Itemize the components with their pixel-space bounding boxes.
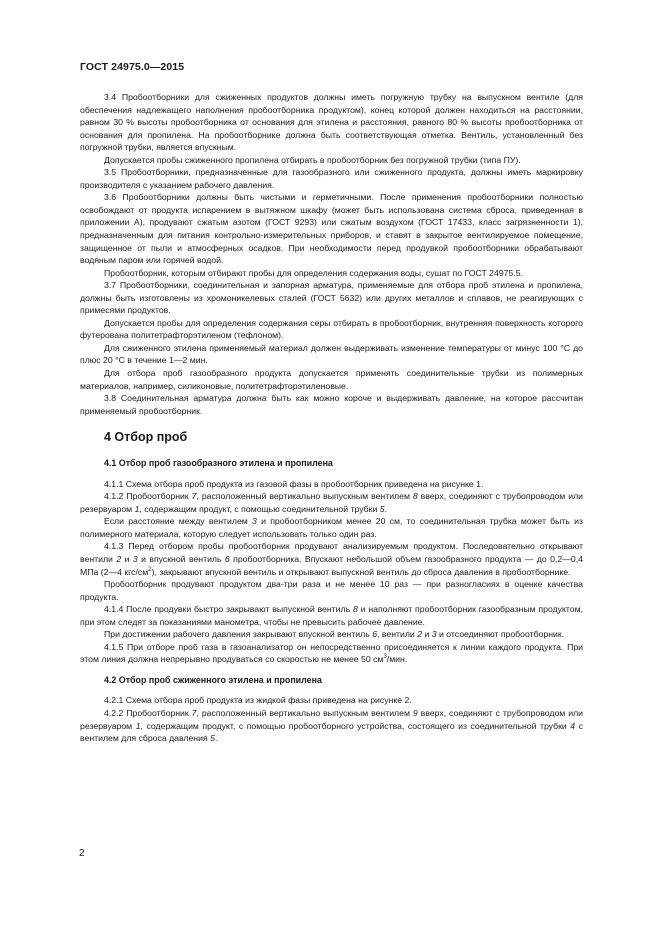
paragraph-4-1-4: 4.1.4 После продувки быстро закрывают выпускной вентиль 8 и наполняют пробоотборник газообразным продуктом, при этом следят за показаниями манометра, чтобы не превысить рабочее давление.	[80, 604, 583, 627]
paragraph-3-7-note3: Для отбора проб газообразного продукта допускается применять соединительные трубки из полимерных материалов, например, силиконовые, политетрафторэтиленовые.	[80, 368, 583, 391]
paragraph-4-1-3-note: Пробоотборник продувают продуктом два-три раза и не менее 10 раз — при разногласиях в оценке качества продукта.	[80, 579, 583, 602]
subsection-4-1-title: 4.1 Отбор проб газообразного этилена и пропилена	[104, 458, 333, 469]
page-number: 2	[79, 848, 85, 859]
paragraph-4-1-4-note: При достижении рабочего давления закрывают впускной вентиль 6, вентили 2 и 3 и отсоединяют пробоотборник.	[104, 629, 565, 640]
paragraph-3-7: 3.7 Пробоотборники, соединительная и запорная арматура, применяемые для отбора проб этилена и пропилена, должны быть изготовлены из хромоникелевых сталей (ГОСТ 5632) или других металлов и сплавов, не реагирующих с примесями продуктов.	[80, 280, 583, 316]
paragraph-4-1-5: 4.1.5 При отборе проб газа в газоанализатор он непосредственно присоединяется к линии каждого продукта. При этом линия должна непрерывно продуваться со скоростью не менее 50 $см^3$/мин.	[80, 641, 583, 665]
paragraph-4-1-2-note: Если расстояние между вентилем 3 и пробоотборником менее 20 см, то соединительная трубка может быть из полимерного материала, которую следует использовать только один раз.	[80, 516, 583, 539]
page-content	[80, 91, 583, 745]
subsection-4-2-title: 4.2 Отбор проб сжиженного этилена и пропилена	[104, 674, 322, 685]
paragraph-3-8: 3.8 Соединительная арматура должна быть как можно короче и выдерживать давление, на которое рассчитан применяемый пробоотборник.	[80, 393, 583, 416]
paragraph-3-6: 3.6 Пробоотборники должны быть чистыми и герметичными. После применения пробоотборники полностью освобождают от продукта испарением в вытяжном шкафу (может быть использована система сброса, приведенная в приложении А), продувают сжатым азотом (ГОСТ 9293) или сжатым воздухом (ГОСТ 17433, класс загрязненности 1), предназначенным для питания контрольно-измерительных приборов, и ставят в закрытое вентилируемое помещение, защищенное от пыли и атмосферных осадков. При необходимости перед продувкой пробоотборники обрабатывают водяным паром или горячей водой.	[80, 192, 583, 266]
paragraph-4-1-1: 4.1.1 Схема отбора проб продукта из газовой фазы в пробоотборник приведена на рисунке 1.	[104, 478, 484, 489]
paragraph-4-1-3: 4.1.3 Перед отбором пробы пробоотборник продувают анализируемым продуктом. Последовательно открывают вентили 2 и 3 и впускной вентиль 6 пробоотборника. Впускают небольшой объем газообразного продукта — до 0,2—0,4 МПа (2—4 кгс/$см^2$), закрывают впускной вентиль и открывают выпускной вентиль до сброса давления в пробоотборнике.	[80, 541, 583, 577]
paragraph-4-2-2: 4.2.2 Пробоотборник 7, расположенный вертикально выпускным вентилем 9 вверх, соединяют с трубопроводом или резервуаром 1, содержащим продукт, с помощью пробоотборного устройства, состоящего из соединительной трубки 4 с вентилем для сброса давления 5.	[80, 707, 583, 744]
paragraph-3-4-note: Допускается пробы сжиженного пропилена отбирать в пробоотборник без погружной трубки (типа ПУ).	[104, 154, 521, 165]
paragraph-3-4: 3.4 Пробоотборники для сжиженных продуктов должны иметь погружную трубку на выпускном вентиле (для обеспечения надлежащего наполнения пробоотборника продуктом), конец которой должен находиться на расстоянии, равном 30 % высоты пробоотборника от основания для этилена и расстояния, равного 80 % высоты пробоотборника от основания для пропилена. На пробоотборнике должна быть соответствующая отметка. Вентиль, установленный без погружной трубки, является впускным.	[80, 92, 583, 153]
paragraph-3-7-note1: Допускается пробы для определения содержания серы отбирать в пробоотборник, внутренняя поверхность которого футерована политетрафторэтиленом (тефлоном).	[80, 317, 583, 341]
section-4-title: 4 Отбор проб	[104, 430, 188, 445]
paragraph-4-2-1: 4.2.1 Схема отбора проб продукта из жидкой фазы приведена на рисунке 2.	[104, 695, 412, 706]
paragraph-3-6-note: Пробоотборник, которым отбирают пробы для определения содержания воды, сушат по ГОСТ 24975.5.	[104, 267, 523, 278]
document-header: ГОСТ 24975.0—2015	[80, 61, 185, 73]
paragraph-3-7-note2: Для сжиженного этилена применяемый материал должен выдерживать изменение температуры от минус 100 °С до плюс 20 °С в течение 1—2 мин.	[80, 342, 583, 366]
paragraph-4-1-2: 4.1.2 Пробоотборник 7, расположенный вертикально выпускным вентилем 8 вверх, соединяют с трубопроводом или резервуаром 1, содержащим продукт, с помощью соединительной трубки 5.	[80, 491, 583, 514]
paragraph-3-5: 3.5 Пробоотборники, предназначенные для газообразного или сжиженного продукта, должны иметь маркировку производителя с указанием рабочего давления.	[80, 167, 583, 190]
